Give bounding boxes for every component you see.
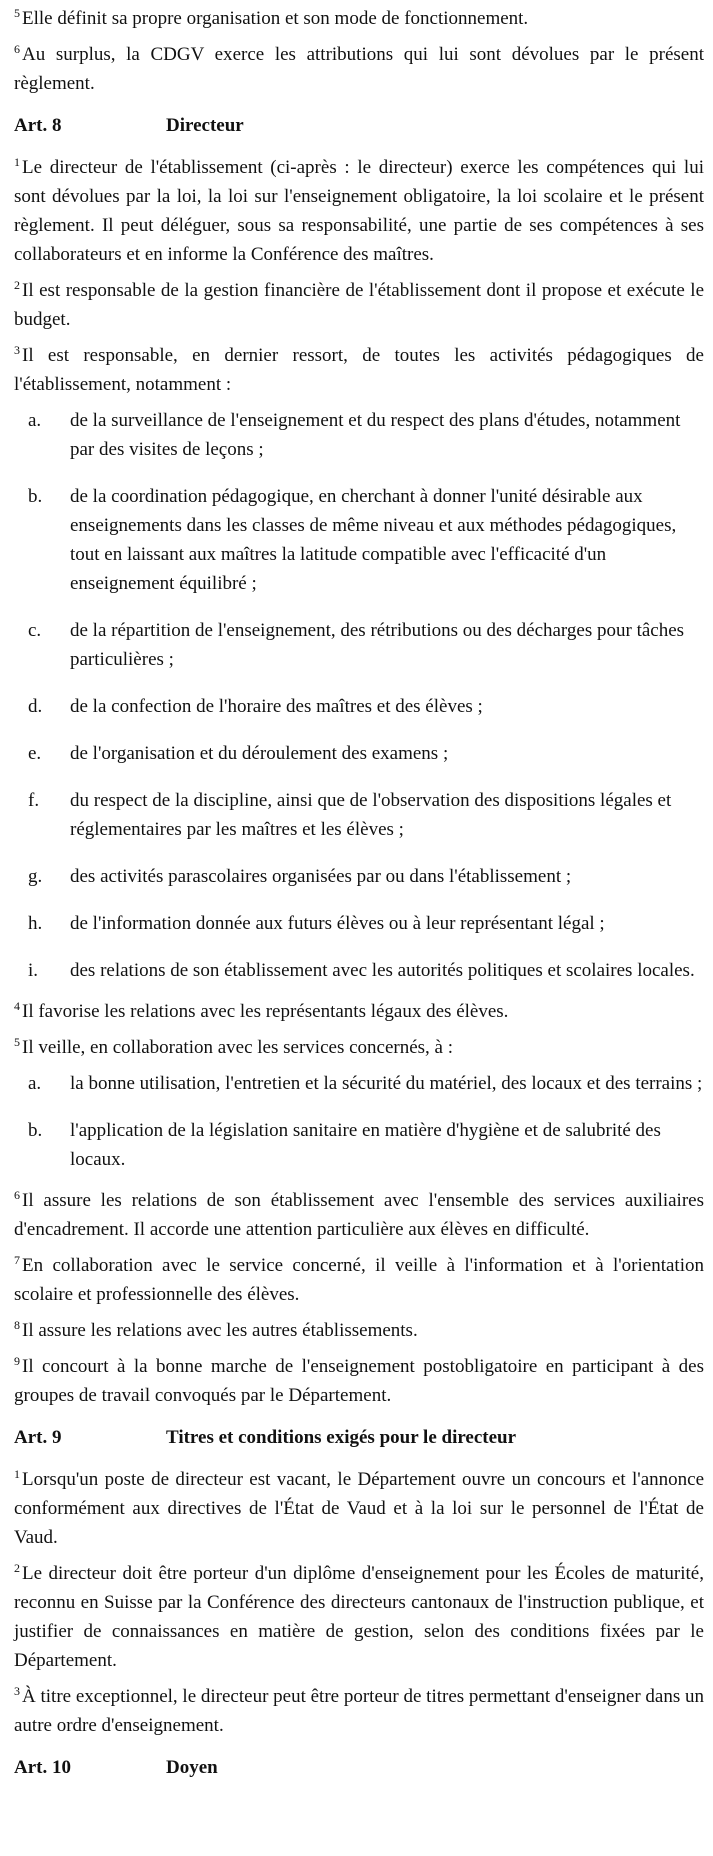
article-number: Art. 9	[14, 1427, 62, 1448]
paragraph-text: Il favorise les relations avec les représentants légaux des élèves.	[22, 1001, 509, 1022]
enumerated-list	[14, 406, 704, 985]
list-item	[14, 909, 704, 938]
paragraph-number: 1	[14, 155, 20, 169]
paragraph-number: 6	[14, 42, 20, 56]
list-item-marker: i.	[28, 960, 39, 981]
list-item-text: de la répartition de l'enseignement, des rétributions ou des décharges pour tâches particulières ;	[70, 620, 685, 670]
paragraph-text: Il est responsable de la gestion financière de l'établissement dont il propose et exécute le budget.	[14, 280, 704, 330]
paragraph-number: 5	[14, 1035, 20, 1049]
paragraph-number: 2	[14, 1561, 20, 1575]
article-number: Art. 10	[14, 1757, 71, 1778]
paragraph-text: Au surplus, la CDGV exerce les attributions qui lui sont dévolues par le présent règlement.	[14, 44, 704, 94]
list-item-marker: f.	[28, 790, 40, 811]
paragraph	[14, 1186, 704, 1244]
paragraph	[14, 997, 704, 1026]
paragraph	[14, 1352, 704, 1410]
paragraph-text: Elle définit sa propre organisation et son mode de fonctionnement.	[22, 8, 529, 29]
paragraph-number: 2	[14, 278, 20, 292]
list-item-marker: a.	[28, 1073, 42, 1094]
paragraph-text: Il concourt à la bonne marche de l'enseignement postobligatoire en participant à des groupes de travail convoqués par le Département.	[14, 1356, 704, 1406]
enumerated-list	[14, 1069, 704, 1174]
paragraph	[14, 1251, 704, 1309]
list-item	[14, 1116, 704, 1174]
list-item	[14, 956, 704, 985]
list-item	[14, 739, 704, 768]
paragraph	[14, 4, 704, 33]
paragraph-number: 3	[14, 343, 20, 357]
list-item-marker: g.	[28, 866, 43, 887]
paragraph-number: 6	[14, 1188, 20, 1202]
list-item	[14, 786, 704, 844]
list-item	[14, 862, 704, 891]
list-item-text: du respect de la discipline, ainsi que de l'observation des dispositions légales et réglementaires par les maîtres et les élèves ;	[70, 790, 672, 840]
paragraph	[14, 1316, 704, 1345]
paragraph-text: Il est responsable, en dernier ressort, de toutes les activités pédagogiques de l'établissement, notamment :	[14, 345, 704, 395]
list-item	[14, 1069, 704, 1098]
list-item-text: l'application de la législation sanitaire en matière d'hygiène et de salubrité des locaux.	[70, 1120, 661, 1170]
paragraph-text: Il assure les relations de son établissement avec l'ensemble des services auxiliaires d'encadrement. Il accorde une attention particulière aux élèves en difficulté.	[14, 1190, 704, 1240]
paragraph-number: 8	[14, 1318, 20, 1332]
paragraph-text: En collaboration avec le service concerné, il veille à l'information et à l'orientation scolaire et professionnelle des élèves.	[14, 1255, 704, 1305]
list-item-text: des relations de son établissement avec les autorités politiques et scolaires locales.	[70, 960, 695, 981]
list-item-marker: e.	[28, 743, 42, 764]
paragraph-text: Le directeur de l'établissement (ci-après : le directeur) exerce les compétences qui lui sont dévolues par la loi, la loi sur l'enseignement obligatoire, la loi scolaire et le présent règlement. Il peut déléguer, sous sa responsabilité, une partie de ses compétences à ses collaborateurs et en informe la Conférence des maîtres.	[14, 157, 704, 265]
paragraph	[14, 341, 704, 399]
list-item	[14, 406, 704, 464]
list-item	[14, 692, 704, 721]
list-item-text: des activités parascolaires organisées par ou dans l'établissement ;	[70, 866, 572, 887]
article-heading	[14, 1423, 704, 1452]
paragraph	[14, 1559, 704, 1675]
paragraph	[14, 1033, 704, 1062]
paragraph-number: 4	[14, 999, 20, 1013]
paragraph	[14, 276, 704, 334]
paragraph-text: Il assure les relations avec les autres établissements.	[22, 1320, 418, 1341]
list-item-marker: h.	[28, 913, 43, 934]
list-item-marker: c.	[28, 620, 42, 641]
article-title: Doyen	[166, 1757, 218, 1778]
list-item	[14, 616, 704, 674]
article-title: Directeur	[166, 115, 244, 136]
paragraph	[14, 153, 704, 269]
paragraph-text: Lorsqu'un poste de directeur est vacant, le Département ouvre un concours et l'annonce conformément aux directives de l'État de Vaud et à la loi sur le personnel de l'État de Vaud.	[14, 1469, 704, 1548]
paragraph-number: 3	[14, 1684, 20, 1698]
article-number: Art. 8	[14, 115, 62, 136]
paragraph-text: Il veille, en collaboration avec les services concernés, à :	[22, 1037, 453, 1058]
paragraph	[14, 1682, 704, 1740]
paragraph-number: 7	[14, 1253, 20, 1267]
list-item-text: de l'organisation et du déroulement des examens ;	[70, 743, 449, 764]
article-heading	[14, 1753, 704, 1782]
list-item-text: de la confection de l'horaire des maîtres et des élèves ;	[70, 696, 483, 717]
list-item-text: de la coordination pédagogique, en cherchant à donner l'unité désirable aux enseignements dans les classes de même niveau et aux méthodes pédagogiques, tout en laissant aux maîtres la latitude compatible avec l'efficacité d'un enseignement équilibré ;	[70, 486, 677, 594]
list-item-text: la bonne utilisation, l'entretien et la sécurité du matériel, des locaux et des terrains ;	[70, 1073, 703, 1094]
list-item-marker: d.	[28, 696, 43, 717]
list-item-text: de la surveillance de l'enseignement et du respect des plans d'études, notamment par des visites de leçons ;	[70, 410, 681, 460]
list-item-marker: a.	[28, 410, 42, 431]
list-item	[14, 482, 704, 598]
paragraph-number: 1	[14, 1467, 20, 1481]
paragraph-text: À titre exceptionnel, le directeur peut être porteur de titres permettant d'enseigner dans un autre ordre d'enseignement.	[14, 1686, 704, 1736]
paragraph	[14, 40, 704, 98]
article-heading	[14, 111, 704, 140]
article-title: Titres et conditions exigés pour le directeur	[166, 1427, 517, 1448]
paragraph-text: Le directeur doit être porteur d'un diplôme d'enseignement pour les Écoles de maturité, reconnu en Suisse par la Conférence des directeurs cantonaux de l'instruction publique, et justifier de connaissances en matière de gestion, selon des conditions fixées par le Département.	[14, 1563, 704, 1671]
paragraph	[14, 1465, 704, 1552]
list-item-marker: b.	[28, 486, 43, 507]
list-item-marker: b.	[28, 1120, 43, 1141]
list-item-text: de l'information donnée aux futurs élèves ou à leur représentant légal ;	[70, 913, 605, 934]
paragraph-number: 5	[14, 6, 20, 20]
document-page	[14, 4, 704, 1795]
paragraph-number: 9	[14, 1354, 20, 1368]
